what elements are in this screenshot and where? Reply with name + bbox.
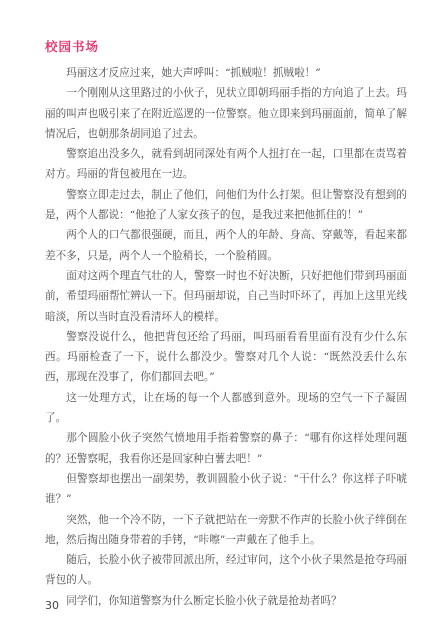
paragraph: 同学们，你知道警察为什么断定长脸小伙子就是抢劫者吗？ [66, 594, 342, 607]
section-title: 校园书场 [45, 39, 100, 54]
paragraph: 警察立即走过去，制止了他们，问他们为什么打架。但让警察没有想到的是，两个人都说：“他抢了人家女孩子的包，是我过来把他抓住的！” [45, 188, 407, 222]
paragraph: 一个刚刚从这里路过的小伙子，见状立即朝玛丽手指的方向追了上去。玛丽的叫声也吸引来了在附近巡逻的一位警察。他立即来到玛丽面前，简单了解情况后，也朝那条胡同追了过去。 [45, 87, 407, 140]
paragraph: 那个圆脸小伙子突然气愤地用手指着警察的鼻子：“哪有你这样处理问题的？还警察呢，我看你还是回家种白薯去吧！” [45, 432, 407, 465]
story-body [45, 63, 407, 611]
page-number: 30 [45, 599, 59, 612]
paragraph: 随后，长脸小伙子被带回派出所，经过审问，这个小伙子果然是抢夺玛丽背包的人。 [45, 554, 407, 587]
paragraph: 面对这两个理直气壮的人，警察一时也不好决断，只好把他们带到玛丽面前，希望玛丽帮忙辨认一下。但玛丽却说，自己当时吓坏了，再加上这里光线暗淡，所以当时直没看清坏人的模样。 [45, 269, 407, 323]
paragraph: 但警察却也摆出一副架势，教训圆脸小伙子说：“干什么？你这样子吓唬谁？” [45, 472, 407, 506]
paragraph: 突然，他一个冷不防，一下子就把站在一旁默不作声的长脸小伙子绊倒在地，然后掏出随身带着的手铐，“咔嚓”一声戴在了他手上。 [45, 513, 407, 546]
paragraph: 玛丽这才反应过来，她大声呼叫：“抓贼啦！抓贼啦！” [66, 67, 321, 79]
paragraph: 警察追出没多久，就看到胡同深处有两个人扭打在一起，口里都在责骂着对方。玛丽的背包被甩在一边。 [45, 148, 407, 181]
paragraph: 两个人的口气都很强硬，而且，两个人的年龄、身高、穿戴等，看起来都差不多，只是，两个人一个脸稍长，一个脸稍圆。 [45, 229, 407, 262]
paragraph: 这一处理方式，让在场的每一个人都感到意外。现场的空气一下子凝固了。 [45, 391, 407, 425]
paragraph: 警察没说什么，他把背包还给了玛丽，叫玛丽看看里面有没有少什么东西。玛丽检查了一下，说什么都没少。警察对几个人说：“既然没丢什么东西，那现在没事了，你们都回去吧。” [45, 330, 407, 384]
